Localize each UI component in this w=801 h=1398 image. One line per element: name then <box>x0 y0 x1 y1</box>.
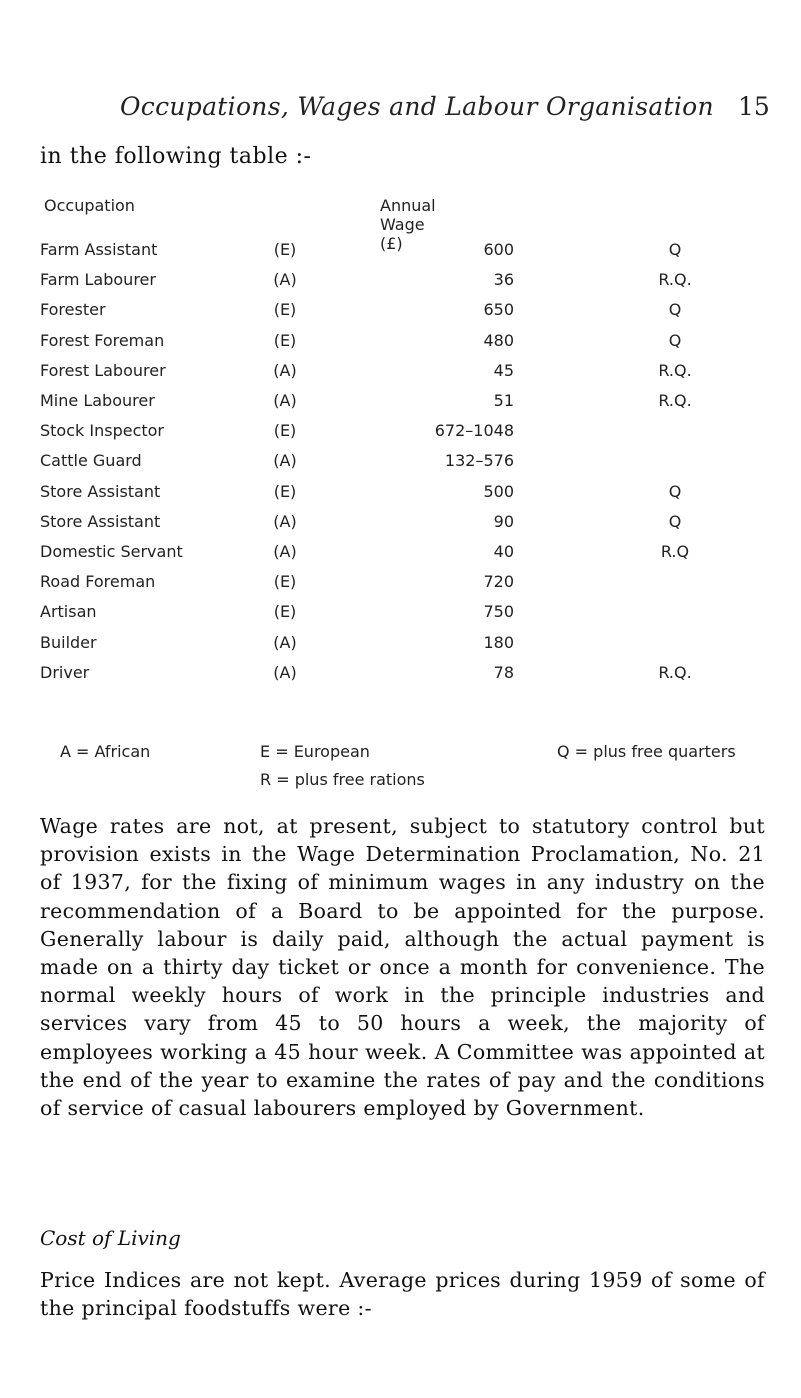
race-code-cell: (A) <box>273 270 297 290</box>
wage-cell: 78 <box>493 662 514 682</box>
legend-european: E = European <box>260 742 370 761</box>
benefit-note-cell: R.Q <box>660 542 690 561</box>
intro-line: in the following table :- <box>40 144 312 169</box>
section-heading-cost-of-living: Cost of Living <box>40 1226 181 1250</box>
legend-rations: R = plus free rations <box>260 770 425 789</box>
page-header <box>0 92 801 132</box>
race-code-cell: (A) <box>273 391 297 410</box>
race-code-cell: (E) <box>273 481 297 501</box>
benefit-note-cell: Q <box>668 330 682 350</box>
wage-cell: 132–576 <box>444 451 514 471</box>
race-code-cell: (A) <box>273 662 297 682</box>
table-row <box>0 482 801 506</box>
paragraph-wage-rates: Wage rates are not, at present, subject to statutory control but provision exists in the Wage Determination Proclamation, No. 21 of 1937, for the fixing of minimum wages in any industry on the recommendation of a Board to be appointed for the purpose. Generally labour is daily paid, although the actual payment is made on a thirty day ticket or once a month for convenience. The normal weekly hours of work in the principle industries and services vary from 45 to 50 hours a week, the majority of employees working a 45 hour week. A Committee was appointed at the end of the year to examine the rates of pay and the conditions of service of casual labourers employed by Government. <box>40 814 765 1121</box>
table-row <box>0 451 801 475</box>
race-code-cell: (A) <box>273 360 297 380</box>
legend-african: A = African <box>60 742 151 761</box>
running-title: Occupations, Wages and Labour Organisation <box>120 92 714 121</box>
table-row <box>0 331 801 355</box>
wage-cell: 672–1048 <box>434 421 514 441</box>
benefit-note-cell: Q <box>668 240 682 259</box>
occupation-cell: Farm Labourer <box>40 270 156 290</box>
column-header-wage: Annual Wage (£) <box>380 196 436 253</box>
table-row <box>0 602 801 626</box>
wage-cell: 500 <box>483 481 514 501</box>
benefit-note-cell: Q <box>668 481 682 501</box>
wage-cell: 650 <box>483 300 514 320</box>
race-code-cell: (A) <box>273 542 297 561</box>
race-code-cell: (E) <box>273 421 297 441</box>
occupation-cell: Forester <box>40 300 106 320</box>
race-code-cell: (E) <box>273 330 297 350</box>
benefit-note-cell: Q <box>668 511 682 531</box>
race-code-cell: (A) <box>273 632 297 652</box>
race-code-cell: (E) <box>273 602 297 622</box>
table-row <box>0 663 801 687</box>
occupation-cell: Domestic Servant <box>40 542 183 561</box>
race-code-cell: (E) <box>273 240 297 259</box>
occupation-cell: Driver <box>40 662 90 682</box>
wage-cell: 750 <box>483 602 514 622</box>
wage-cell: 51 <box>493 391 514 410</box>
benefit-note-cell: Q <box>668 300 682 320</box>
wage-cell: 180 <box>483 632 514 652</box>
legend-quarters: Q = plus free quarters <box>557 742 736 761</box>
occupation-cell: Store Assistant <box>40 511 161 531</box>
occupation-cell: Cattle Guard <box>40 451 142 471</box>
race-code-cell: (E) <box>273 300 297 320</box>
wage-cell: 600 <box>483 240 514 259</box>
occupation-cell: Builder <box>40 632 97 652</box>
occupation-cell: Store Assistant <box>40 481 161 501</box>
occupation-cell: Road Foreman <box>40 572 156 592</box>
race-code-cell: (A) <box>273 511 297 531</box>
table-row <box>0 572 801 596</box>
occupation-cell: Stock Inspector <box>40 421 164 441</box>
occupation-cell: Artisan <box>40 602 97 622</box>
table-row <box>0 421 801 445</box>
occupation-cell: Forest Labourer <box>40 360 166 380</box>
benefit-note-cell: R.Q. <box>658 662 692 682</box>
table-row <box>0 633 801 657</box>
page-number: 15 <box>738 92 770 121</box>
table-row <box>0 542 801 566</box>
race-code-cell: (E) <box>273 572 297 592</box>
benefit-note-cell: R.Q. <box>658 391 692 410</box>
wage-cell: 36 <box>493 270 514 290</box>
paragraph-price-indices: Price Indices are not kept. Average prices during 1959 of some of the principal foodstuffs were :- <box>40 1268 765 1321</box>
wage-cell: 480 <box>483 330 514 350</box>
table-row <box>0 300 801 324</box>
wage-cell: 40 <box>493 542 514 561</box>
benefit-note-cell: R.Q. <box>658 270 692 290</box>
occupation-cell: Forest Foreman <box>40 330 165 350</box>
wage-cell: 720 <box>483 572 514 592</box>
table-row <box>0 361 801 385</box>
wage-cell: 45 <box>493 360 514 380</box>
occupation-cell: Mine Labourer <box>40 391 155 410</box>
benefit-note-cell: R.Q. <box>658 360 692 380</box>
table-row <box>0 270 801 294</box>
table-row <box>0 512 801 536</box>
occupation-cell: Farm Assistant <box>40 240 158 259</box>
column-header-occupation: Occupation <box>44 196 135 215</box>
table-row <box>0 391 801 415</box>
race-code-cell: (A) <box>273 451 297 471</box>
table-row <box>0 240 801 264</box>
wage-cell: 90 <box>493 511 514 531</box>
